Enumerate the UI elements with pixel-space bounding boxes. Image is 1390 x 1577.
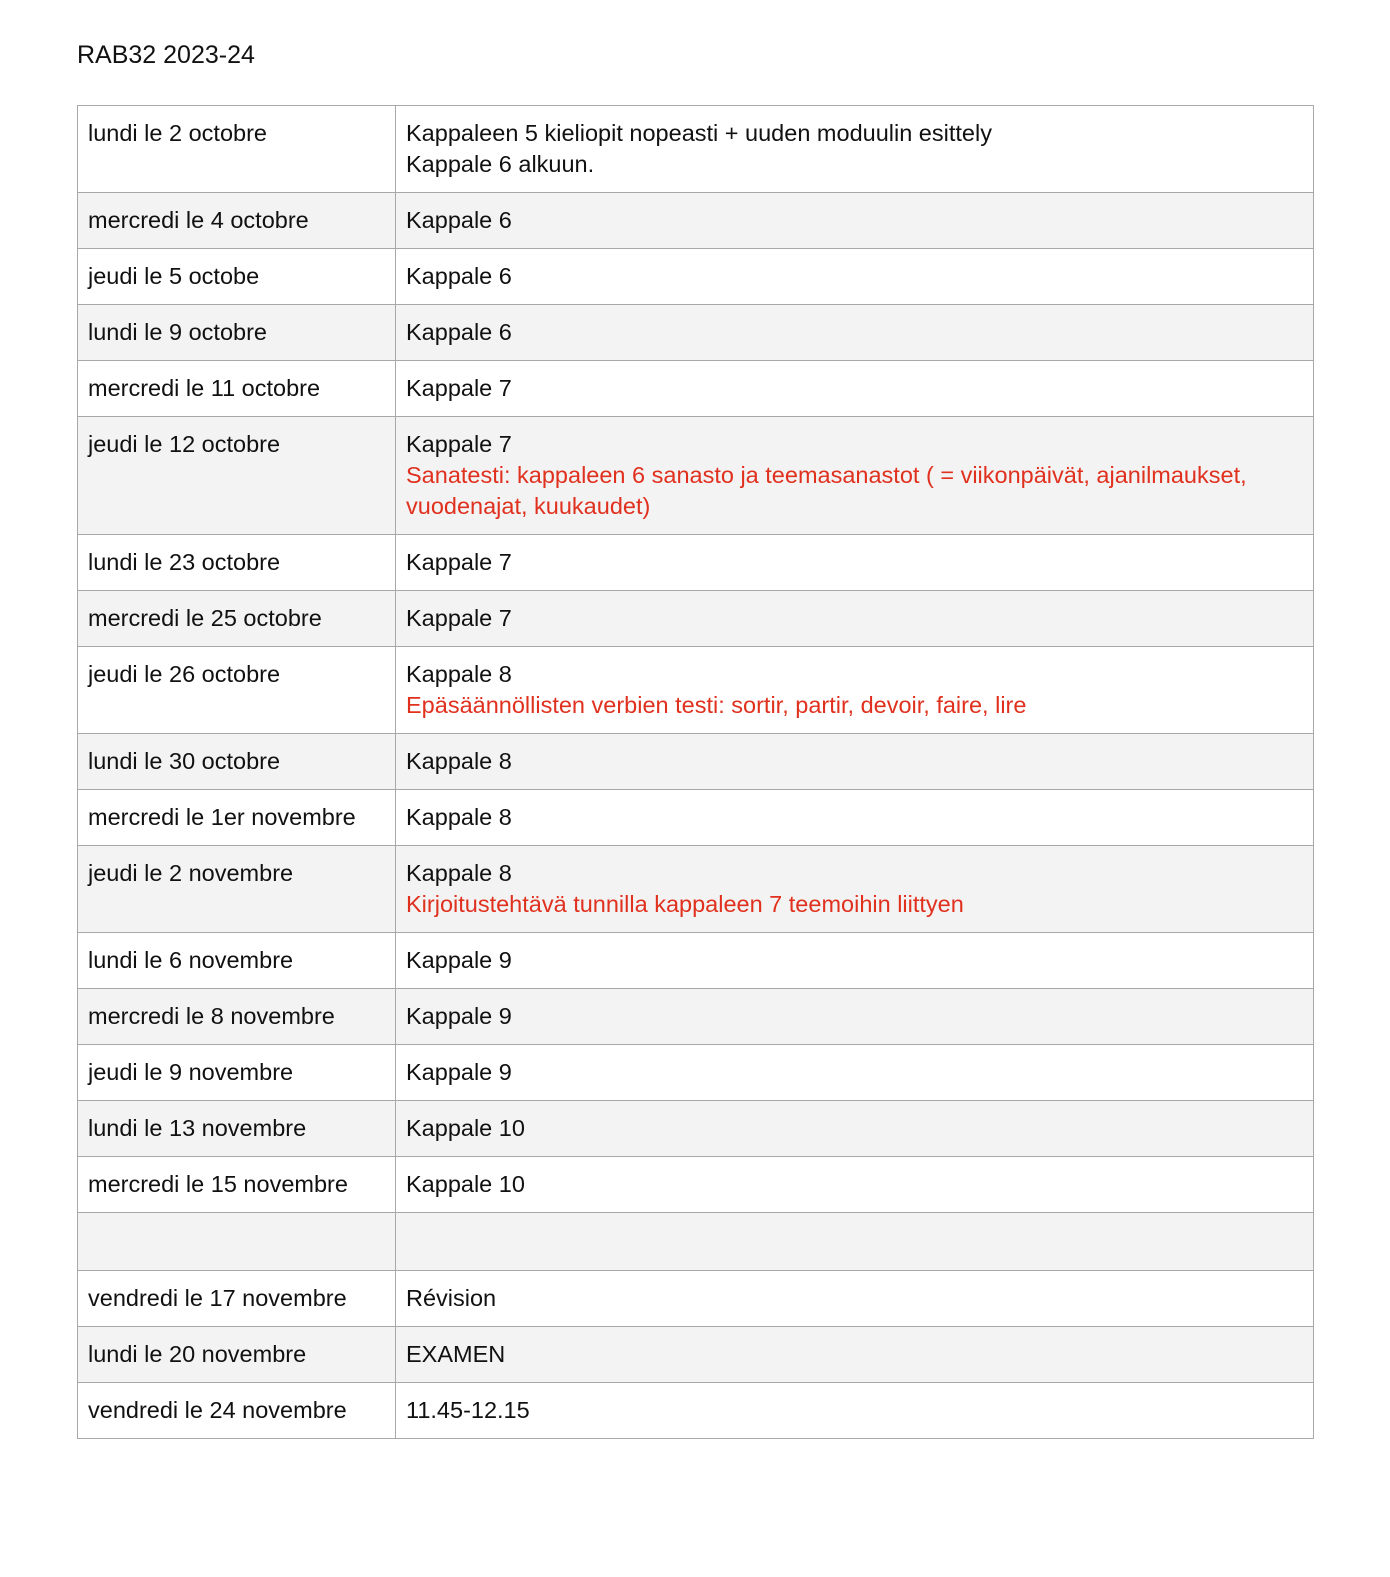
date-cell: jeudi le 5 octobe — [78, 249, 396, 305]
table-row — [78, 591, 1314, 647]
topic-text: Kappale 6 — [406, 263, 512, 289]
topic-cell — [396, 193, 1314, 249]
table-row — [78, 1327, 1314, 1383]
date-cell: vendredi le 24 novembre — [78, 1383, 396, 1439]
date-cell: lundi le 23 octobre — [78, 535, 396, 591]
topic-cell — [396, 734, 1314, 790]
topic-text: Kappale 6 — [406, 207, 512, 233]
topic-text: Kappale 8 — [406, 661, 512, 687]
date-cell: vendredi le 17 novembre — [78, 1271, 396, 1327]
topic-cell — [396, 305, 1314, 361]
schedule-body — [78, 106, 1314, 1439]
table-row — [78, 1101, 1314, 1157]
date-cell: jeudi le 26 octobre — [78, 647, 396, 734]
date-cell — [78, 1213, 396, 1271]
topic-cell — [396, 933, 1314, 989]
schedule-table — [77, 105, 1314, 1439]
topic-cell — [396, 1327, 1314, 1383]
table-row — [78, 933, 1314, 989]
topic-text: Kappaleen 5 kieliopit nopeasti + uuden moduulin esittely — [406, 120, 992, 146]
topic-cell — [396, 1213, 1314, 1271]
topic-cell — [396, 361, 1314, 417]
topic-cell — [396, 1271, 1314, 1327]
topic-cell — [396, 1045, 1314, 1101]
topic-cell — [396, 790, 1314, 846]
table-row — [78, 361, 1314, 417]
topic-cell — [396, 1157, 1314, 1213]
topic-cell — [396, 989, 1314, 1045]
topic-cell — [396, 591, 1314, 647]
topic-text: Kappale 6 — [406, 319, 512, 345]
table-row — [78, 1157, 1314, 1213]
topic-text: Kappale 8 — [406, 748, 512, 774]
date-cell: lundi le 9 octobre — [78, 305, 396, 361]
assessment-note: Epäsäännöllisten verbien testi: sortir, partir, devoir, faire, lire — [406, 692, 1027, 718]
topic-text: EXAMEN — [406, 1341, 506, 1367]
date-cell: mercredi le 15 novembre — [78, 1157, 396, 1213]
table-row — [78, 417, 1314, 535]
table-row — [78, 1383, 1314, 1439]
table-row — [78, 305, 1314, 361]
date-cell: lundi le 20 novembre — [78, 1327, 396, 1383]
topic-cell — [396, 846, 1314, 933]
topic-text: Kappale 9 — [406, 947, 512, 973]
date-cell: mercredi le 25 octobre — [78, 591, 396, 647]
date-cell: jeudi le 12 octobre — [78, 417, 396, 535]
table-row — [78, 790, 1314, 846]
date-cell: mercredi le 4 octobre — [78, 193, 396, 249]
assessment-note: Sanatesti: kappaleen 6 sanasto ja teemasanastot ( = viikonpäivät, ajanilmaukset, vuodenajat, kuukaudet) — [406, 462, 1247, 519]
topic-text: Kappale 10 — [406, 1115, 525, 1141]
topic-cell — [396, 249, 1314, 305]
table-row — [78, 249, 1314, 305]
topic-text: Kappale 7 — [406, 549, 512, 575]
topic-text: Kappale 7 — [406, 375, 512, 401]
date-cell: mercredi le 11 octobre — [78, 361, 396, 417]
topic-cell — [396, 1383, 1314, 1439]
date-cell: lundi le 13 novembre — [78, 1101, 396, 1157]
table-row — [78, 1045, 1314, 1101]
topic-cell — [396, 417, 1314, 535]
topic-text: Kappale 7 — [406, 605, 512, 631]
date-cell: lundi le 30 octobre — [78, 734, 396, 790]
date-cell: lundi le 2 octobre — [78, 106, 396, 193]
table-row — [78, 989, 1314, 1045]
document-title: RAB32 2023-24 — [77, 41, 255, 69]
topic-text: 11.45-12.15 — [406, 1397, 530, 1423]
topic-text: Kappale 7 — [406, 431, 512, 457]
topic-text: Kappale 8 — [406, 804, 512, 830]
date-cell: lundi le 6 novembre — [78, 933, 396, 989]
assessment-note: Kirjoitustehtävä tunnilla kappaleen 7 teemoihin liittyen — [406, 891, 964, 917]
topic-text: Kappale 10 — [406, 1171, 525, 1197]
topic-cell — [396, 1101, 1314, 1157]
table-row — [78, 1213, 1314, 1271]
topic-text: Kappale 6 alkuun. — [406, 151, 595, 177]
table-row — [78, 193, 1314, 249]
table-row — [78, 846, 1314, 933]
date-cell: mercredi le 1er novembre — [78, 790, 396, 846]
table-row — [78, 647, 1314, 734]
topic-text: Kappale 9 — [406, 1059, 512, 1085]
topic-cell — [396, 535, 1314, 591]
topic-text: Kappale 8 — [406, 860, 512, 886]
date-cell: jeudi le 9 novembre — [78, 1045, 396, 1101]
table-row — [78, 106, 1314, 193]
topic-cell — [396, 647, 1314, 734]
date-cell: mercredi le 8 novembre — [78, 989, 396, 1045]
topic-cell — [396, 106, 1314, 193]
topic-text: Révision — [406, 1285, 497, 1311]
date-cell: jeudi le 2 novembre — [78, 846, 396, 933]
topic-text: Kappale 9 — [406, 1003, 512, 1029]
table-row — [78, 1271, 1314, 1327]
table-row — [78, 734, 1314, 790]
table-row — [78, 535, 1314, 591]
